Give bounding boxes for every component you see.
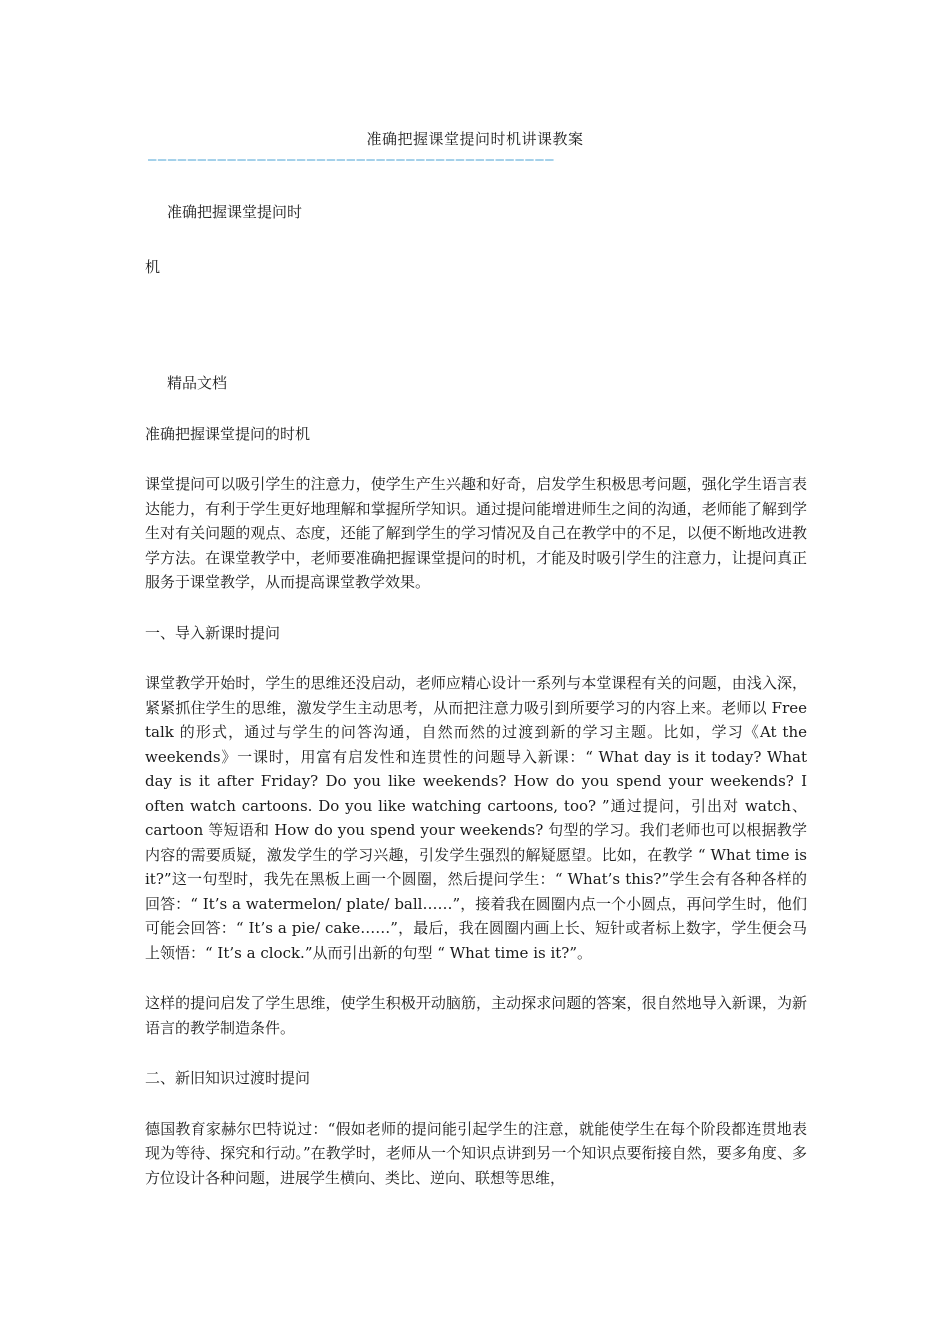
document-subtitle: 准确把握课堂提问的时机 bbox=[145, 424, 311, 443]
document-header-title: 准确把握课堂提问时机讲课教案 bbox=[366, 130, 584, 148]
section1-paragraph-2: 这样的提问启发了学生思维，使学生积极开动脑筋，主动探求问题的答案，很自然地导入新课，为新语言的教学制造条件。 bbox=[145, 994, 807, 1037]
document-title-line2: 机 bbox=[145, 257, 161, 276]
header-divider: ————————————————————————————————————————— bbox=[148, 152, 556, 168]
document-badge: 精品文档 bbox=[167, 374, 228, 392]
intro-paragraph: 课堂提问可以吸引学生的注意力，使学生产生兴趣和好奇，启发学生积极思考问题，强化学生语言表达能力，有利于学生更好地理解和掌握所学知识。通过提问能增进师生之间的沟通，老师能了解到学生对有关问题的观点、态度，还能了解到学生的学习情况及自己在教学中的不足，以便不断地改进教学方法。在课堂教学中，老师要准确把握课堂提问的时机，才能及时吸引学生的注意力，让提问真正服务于课堂教学，从而提高课堂教学效果。 bbox=[145, 475, 807, 591]
section2-paragraph-1: 德国教育家赫尔巴特说过：“假如老师的提问能引起学生的注意，就能使学生在每个阶段都连贯地表现为等待、探究和行动。”在教学时，老师从一个知识点讲到另一个知识点要衔接自然，要多角度、多方位设计各种问题，进展学生横向、类比、逆向、联想等思维， bbox=[145, 1119, 807, 1187]
section1-paragraph-1: 课堂教学开始时，学生的思维还没启动，老师应精心设计一系列与本堂课程有关的问题，由浅入深，紧紧抓住学生的思维，激发学生主动思考，从而把注意力吸引到所要学习的内容上来。老师以 Free talk 的形式，通过与学生的问答沟通，自然而然的过渡到新的学习主题。比如，学习《At the weekends》一课时，用富有启发性和连贯性的问题导入新课：“ What day is it today? What day is it after Friday? Do you like weekends? How do you spend your weekends? I often watch cartoons. Do you like watching cartoons, too? ”通过提问，引出对 watch、 cartoon 等短语和 How do you spend your weekends? 句型的学习。我们老师也可以根据教学内容的需要质疑，激发学生的学习兴趣，引发学生强烈的解疑愿望。比如，在教学 “ What time is it?”这一句型时，我先在黑板上画一个圆圈，然后提问学生：“ What’s this?”学生会有各种各样的回答：“ It’s a watermelon/ plate/ ball……”，接着我在圆圈内点一个小圆点，再问学生时，他们可能会回答：“ It’s a pie/ cake……”，最后，我在圆圈内画上长、短针或者标上数字，学生便会马上领悟：“ It’s a clock.”从而引出新的句型 “ What time is it?”。 bbox=[145, 674, 807, 962]
section2-heading: 二、新旧知识过渡时提问 bbox=[145, 1069, 311, 1087]
section1-heading: 一、导入新课时提问 bbox=[145, 623, 281, 642]
document-body bbox=[145, 200, 807, 1190]
document-title-line1: 准确把握课堂提问时 bbox=[167, 203, 303, 221]
